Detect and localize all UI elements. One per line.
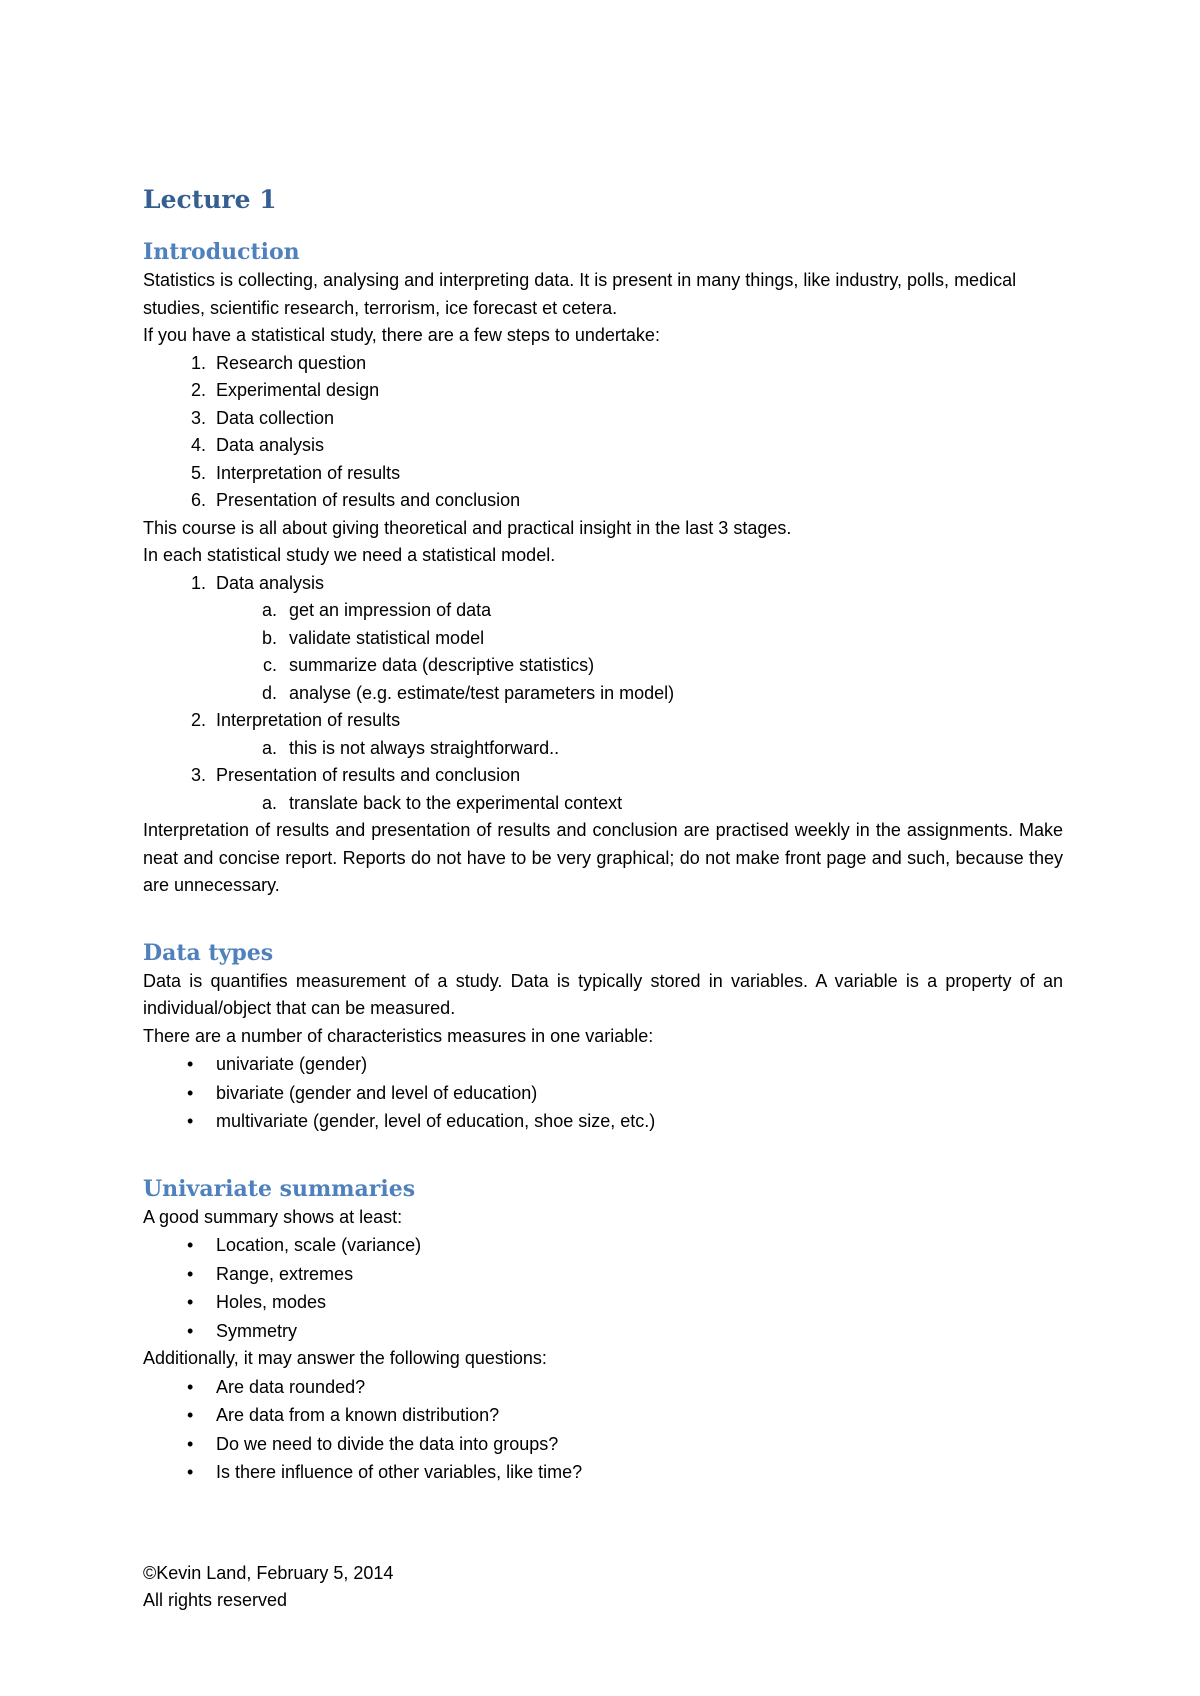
list-item-text: Experimental design	[216, 380, 380, 400]
list-item-text: Data analysis	[216, 572, 325, 593]
section-spacer	[143, 900, 1063, 938]
list-item-text: Data analysis	[216, 435, 325, 455]
bullet-icon: •	[187, 1405, 194, 1425]
list-number: 1.	[190, 352, 206, 373]
list-item	[143, 570, 1063, 598]
model-steps-list	[143, 707, 1063, 735]
bullet-icon: •	[187, 1320, 194, 1341]
sub-list	[143, 790, 1063, 818]
list-letter: b.	[261, 627, 277, 648]
list-item	[143, 707, 1063, 735]
list-number: 5.	[190, 462, 206, 483]
bullet-icon: •	[187, 1111, 194, 1131]
paragraph: Additionally, it may answer the following questions:	[143, 1348, 547, 1368]
bullet-item	[143, 1050, 1063, 1079]
bullet-item	[143, 1373, 1063, 1402]
list-item-text: analyse (e.g. estimate/test parameters in model)	[289, 682, 675, 703]
bullet-text: Location, scale (variance)	[216, 1235, 422, 1255]
rights-text: All rights reserved	[143, 1590, 288, 1610]
list-item	[143, 762, 1063, 790]
bullet-item	[143, 1430, 1063, 1459]
list-item	[143, 460, 1063, 488]
list-number: 6.	[190, 490, 206, 510]
bullet-icon: •	[187, 1462, 194, 1482]
paragraph: In each statistical study we need a statistical model.	[143, 545, 556, 565]
section-heading-introduction: Introduction	[143, 239, 300, 265]
list-letter: a.	[261, 792, 277, 813]
bullet-item	[143, 1317, 1063, 1346]
list-item	[143, 350, 1063, 378]
list-item-text: Research question	[216, 352, 367, 373]
list-number: 3.	[190, 765, 206, 785]
bullet-text: Holes, modes	[216, 1292, 327, 1312]
list-item-text: Presentation of results and conclusion	[216, 490, 521, 510]
list-item-text: validate statistical model	[289, 627, 485, 648]
bullet-item	[143, 1079, 1063, 1108]
section-heading-univariate-summaries: Univariate summaries	[143, 1175, 416, 1202]
list-item-text: this is not always straightforward..	[289, 737, 560, 758]
list-letter: c.	[262, 655, 277, 675]
paragraph: Data is quantifies measurement of a study. Data is typically stored in variables. A variable is a property of an individual/object that can be measured.	[143, 970, 1063, 1018]
list-item-text: Presentation of results and conclusion	[216, 765, 521, 785]
list-item-text: Interpretation of results	[216, 462, 401, 483]
bullet-text: Do we need to divide the data into groups?	[216, 1433, 559, 1454]
paragraph: A good summary shows at least:	[143, 1206, 403, 1227]
paragraph: If you have a statistical study, there are a few steps to undertake:	[143, 325, 660, 345]
bullet-list	[143, 1373, 1063, 1487]
bullet-text: Are data from a known distribution?	[216, 1405, 500, 1425]
sub-list	[143, 597, 1063, 707]
paragraph: This course is all about giving theoretical and practical insight in the last 3 stages.	[143, 517, 792, 538]
list-item-text: Data collection	[216, 407, 335, 428]
bullet-item	[143, 1401, 1063, 1430]
list-item-text: summarize data (descriptive statistics)	[289, 655, 595, 675]
list-number: 2.	[190, 710, 206, 730]
section-spacer	[143, 1136, 1063, 1174]
list-number: 3.	[190, 407, 206, 428]
bullet-item	[143, 1260, 1063, 1289]
bullet-text: Range, extremes	[216, 1263, 354, 1284]
bullet-item	[143, 1288, 1063, 1317]
bullet-text: bivariate (gender and level of education)	[216, 1082, 538, 1103]
sub-list-item	[143, 652, 1063, 680]
bullet-icon: •	[187, 1376, 194, 1397]
model-steps-list	[143, 570, 1063, 598]
bullet-icon: •	[187, 1082, 194, 1103]
list-letter: a.	[261, 600, 277, 620]
bullet-icon: •	[187, 1433, 194, 1454]
bullet-icon: •	[187, 1054, 194, 1074]
list-item	[143, 405, 1063, 433]
bullet-icon: •	[187, 1235, 194, 1255]
bullet-text: univariate (gender)	[216, 1054, 368, 1074]
sub-list-item	[143, 680, 1063, 708]
page-title: Lecture 1	[143, 185, 277, 214]
list-number: 1.	[190, 572, 206, 593]
list-letter: a.	[261, 737, 277, 758]
paragraph: Interpretation of results and presentation of results and conclusion are practised weekly in the assignments. Make neat and concise report. Reports do not have to be very graphical; do not make front page and such, because they are unnecessary.	[143, 820, 1063, 895]
steps-list	[143, 350, 1063, 515]
bullet-text: Is there influence of other variables, like time?	[216, 1462, 583, 1482]
bullet-list	[143, 1231, 1063, 1345]
bullet-icon: •	[187, 1292, 194, 1312]
list-number: 4.	[190, 435, 206, 455]
list-number: 2.	[190, 380, 206, 400]
list-letter: d.	[261, 682, 277, 703]
bullet-item	[143, 1231, 1063, 1260]
paragraph: Statistics is collecting, analysing and interpreting data. It is present in many things, like industry, polls, medical studies, scientific research, terrorism, ice forecast et cetera.	[143, 270, 1017, 318]
model-steps-list	[143, 762, 1063, 790]
list-item	[143, 377, 1063, 405]
footer	[143, 1560, 743, 1614]
list-item-text: get an impression of data	[289, 600, 492, 620]
bullet-text: Are data rounded?	[216, 1376, 366, 1397]
bullet-list	[143, 1050, 1063, 1136]
list-item-text: Interpretation of results	[216, 710, 401, 730]
paragraph: There are a number of characteristics measures in one variable:	[143, 1025, 654, 1046]
section-heading-data-types: Data types	[143, 939, 274, 966]
bullet-text: Symmetry	[216, 1320, 297, 1341]
copyright-text: ©Kevin Land, February 5, 2014	[143, 1563, 394, 1583]
list-item	[143, 487, 1063, 515]
sub-list-item	[143, 597, 1063, 625]
bullet-item	[143, 1107, 1063, 1136]
list-item-text: translate back to the experimental context	[289, 792, 623, 813]
bullet-text: multivariate (gender, level of education, shoe size, etc.)	[216, 1111, 656, 1131]
bullet-icon: •	[187, 1263, 194, 1284]
bullet-item	[143, 1458, 1063, 1487]
list-item	[143, 432, 1063, 460]
document-page	[143, 185, 1063, 1487]
sub-list-item	[143, 625, 1063, 653]
sub-list-item	[143, 790, 1063, 818]
sub-list-item	[143, 735, 1063, 763]
sub-list	[143, 735, 1063, 763]
